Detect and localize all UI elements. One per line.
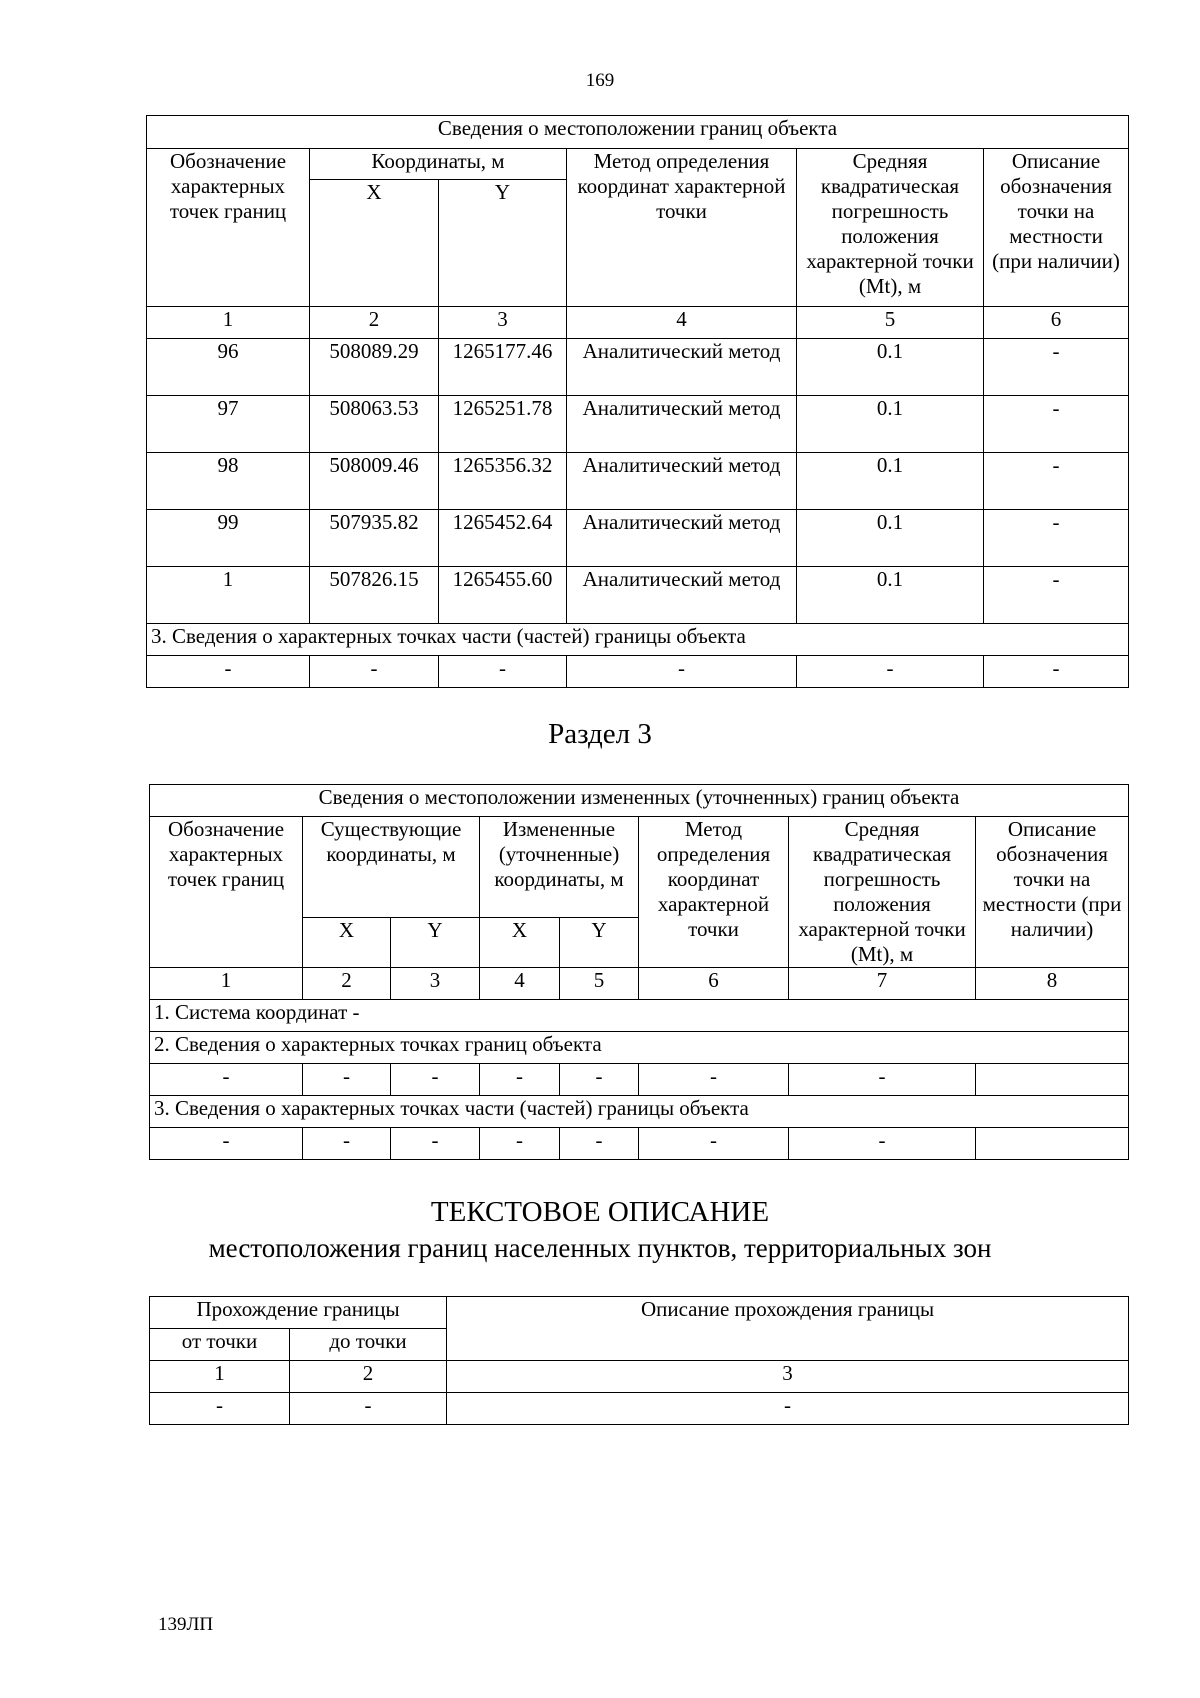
- column-number-row: [150, 968, 1129, 1000]
- header-from-point: от точки: [150, 1329, 290, 1361]
- error-cell: 0.1: [797, 339, 984, 396]
- header-method: Метод определения координат характерной точки: [639, 817, 789, 968]
- header-description: Описание обозначения точки на местности (при наличии): [984, 149, 1129, 307]
- table-title: Сведения о местоположении измененных (уточненных) границ объекта: [150, 785, 1129, 817]
- header-to-point: до точки: [290, 1329, 447, 1361]
- header-coordinates: Координаты, м: [310, 149, 567, 180]
- empty-cell: -: [147, 656, 310, 688]
- empty-cell: -: [560, 1064, 639, 1096]
- desc-cell: -: [984, 396, 1129, 453]
- empty-cell: -: [290, 1393, 447, 1425]
- column-number-row: [150, 1361, 1129, 1393]
- col-number: 5: [797, 307, 984, 339]
- column-number-row: [147, 307, 1129, 339]
- error-cell: 0.1: [797, 453, 984, 510]
- section-title: Раздел 3: [548, 718, 652, 750]
- error-cell: 0.1: [797, 567, 984, 624]
- table-row: [147, 339, 1129, 396]
- empty-cell: -: [150, 1393, 290, 1425]
- desc-cell: -: [984, 339, 1129, 396]
- empty-cell: -: [480, 1064, 560, 1096]
- empty-cell: -: [639, 1128, 789, 1160]
- empty-cell: -: [439, 656, 567, 688]
- col-number: 2: [290, 1361, 447, 1393]
- col-number: 3: [391, 968, 480, 1000]
- method-cell: Аналитический метод: [567, 567, 797, 624]
- empty-cell: -: [150, 1064, 303, 1096]
- error-cell: 0.1: [797, 396, 984, 453]
- col-number: 3: [439, 307, 567, 339]
- y-cell: 1265356.32: [439, 453, 567, 510]
- error-cell: 0.1: [797, 510, 984, 567]
- empty-cell: -: [560, 1128, 639, 1160]
- empty-cell: -: [480, 1128, 560, 1160]
- col-number: 1: [147, 307, 310, 339]
- empty-cell: -: [391, 1128, 480, 1160]
- header-y: Y: [439, 180, 567, 307]
- empty-cell: -: [391, 1064, 480, 1096]
- changed-boundary-table: [149, 784, 1129, 1160]
- x-cell: 508063.53: [310, 396, 439, 453]
- header-method: Метод определения координат характерной точки: [567, 149, 797, 307]
- empty-cell: -: [303, 1064, 391, 1096]
- col-number: 3: [447, 1361, 1129, 1393]
- empty-cell: [976, 1128, 1129, 1160]
- header-x: X: [480, 917, 560, 967]
- document-code: 139ЛП: [158, 1614, 214, 1635]
- header-passage-description: Описание прохождения границы: [447, 1297, 1129, 1361]
- header-y: Y: [391, 917, 480, 967]
- document-title: ТЕКСТОВОЕ ОПИСАНИЕ: [430, 1196, 770, 1228]
- col-number: 1: [150, 1361, 290, 1393]
- empty-cell: -: [984, 656, 1129, 688]
- point-cell: 99: [147, 510, 310, 567]
- empty-cell: -: [789, 1064, 976, 1096]
- method-cell: Аналитический метод: [567, 510, 797, 567]
- col-number: 6: [984, 307, 1129, 339]
- col-number: 8: [976, 968, 1129, 1000]
- col-number: 6: [639, 968, 789, 1000]
- y-cell: 1265455.60: [439, 567, 567, 624]
- col-number: 2: [303, 968, 391, 1000]
- point-cell: 97: [147, 396, 310, 453]
- table-row: [147, 656, 1129, 688]
- section2-label: 2. Сведения о характерных точках границ объекта: [150, 1032, 1129, 1064]
- coordinate-system-label: 1. Система координат -: [150, 1000, 1129, 1032]
- empty-cell: [976, 1064, 1129, 1096]
- header-passage: Прохождение границы: [150, 1297, 447, 1329]
- page-number: 169: [585, 70, 615, 91]
- header-designation: Обозначение характерных точек границ: [150, 817, 303, 968]
- empty-cell: -: [150, 1128, 303, 1160]
- table-row: [147, 567, 1129, 624]
- empty-cell: -: [303, 1128, 391, 1160]
- header-x: X: [303, 917, 391, 967]
- header-designation: Обозначение характерных точек границ: [147, 149, 310, 307]
- x-cell: 508009.46: [310, 453, 439, 510]
- col-number: 2: [310, 307, 439, 339]
- x-cell: 508089.29: [310, 339, 439, 396]
- header-existing-coordinates: Существующие координаты, м: [303, 817, 480, 918]
- empty-cell: -: [447, 1393, 1129, 1425]
- header-error: Средняя квадратическая погрешность положения характерной точки (Mt), м: [789, 817, 976, 968]
- empty-cell: -: [789, 1128, 976, 1160]
- table-row: [150, 1064, 1129, 1096]
- header-description: Описание обозначения точки на местности (при наличии): [976, 817, 1129, 968]
- table-row: [150, 1128, 1129, 1160]
- empty-cell: -: [797, 656, 984, 688]
- point-cell: 1: [147, 567, 310, 624]
- col-number: 7: [789, 968, 976, 1000]
- empty-cell: -: [310, 656, 439, 688]
- y-cell: 1265177.46: [439, 339, 567, 396]
- x-cell: 507826.15: [310, 567, 439, 624]
- section3-label: 3. Сведения о характерных точках части (частей) границы объекта: [147, 624, 1129, 656]
- boundary-passage-table: [149, 1296, 1129, 1425]
- method-cell: Аналитический метод: [567, 453, 797, 510]
- header-x: X: [310, 180, 439, 307]
- boundary-location-table: [146, 115, 1129, 688]
- header-y: Y: [560, 917, 639, 967]
- x-cell: 507935.82: [310, 510, 439, 567]
- desc-cell: -: [984, 453, 1129, 510]
- method-cell: Аналитический метод: [567, 339, 797, 396]
- table-row: [147, 453, 1129, 510]
- method-cell: Аналитический метод: [567, 396, 797, 453]
- col-number: 4: [480, 968, 560, 1000]
- col-number: 4: [567, 307, 797, 339]
- col-number: 1: [150, 968, 303, 1000]
- document-subtitle: местоположения границ населенных пунктов, территориальных зон: [208, 1233, 992, 1263]
- desc-cell: -: [984, 510, 1129, 567]
- y-cell: 1265251.78: [439, 396, 567, 453]
- col-number: 5: [560, 968, 639, 1000]
- table-row: [150, 1393, 1129, 1425]
- header-error: Средняя квадратическая погрешность положения характерной точки (Mt), м: [797, 149, 984, 307]
- table-row: [147, 396, 1129, 453]
- point-cell: 98: [147, 453, 310, 510]
- empty-cell: -: [567, 656, 797, 688]
- section3-label: 3. Сведения о характерных точках части (частей) границы объекта: [150, 1096, 1129, 1128]
- point-cell: 96: [147, 339, 310, 396]
- empty-cell: -: [639, 1064, 789, 1096]
- table-title: Сведения о местоположении границ объекта: [147, 116, 1129, 149]
- header-changed-coordinates: Измененные (уточненные) координаты, м: [480, 817, 639, 918]
- desc-cell: -: [984, 567, 1129, 624]
- y-cell: 1265452.64: [439, 510, 567, 567]
- table-row: [147, 510, 1129, 567]
